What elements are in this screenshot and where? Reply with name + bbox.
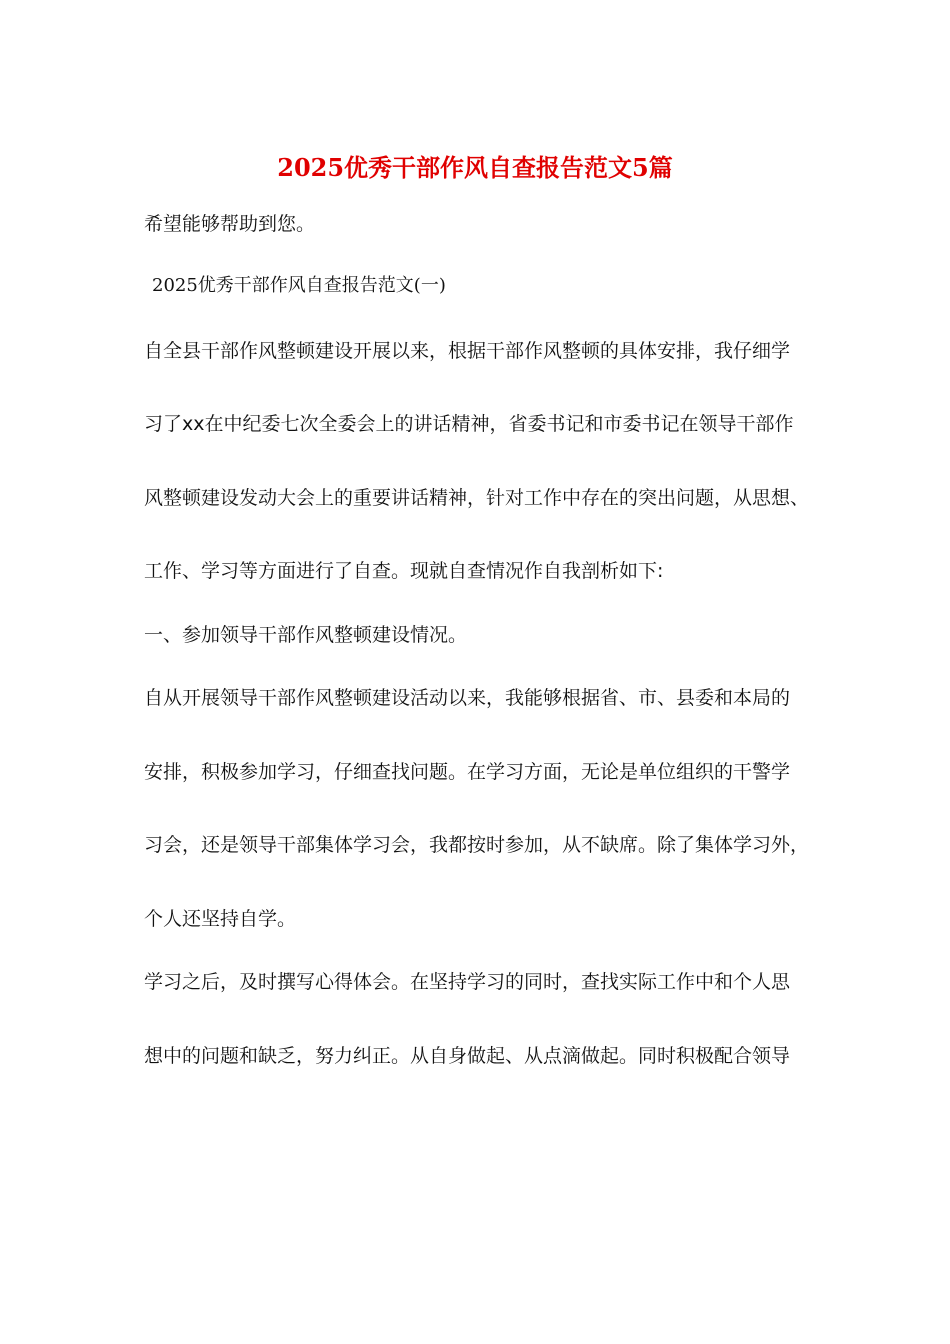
section-subtitle: 2025优秀干部作风自查报告范文(一) xyxy=(152,275,446,296)
document-title: 2025优秀干部作风自查报告范文5篇 xyxy=(277,153,673,182)
paragraph-line: 学习之后，及时撰写心得体会。在坚持学习的同时，查找实际工作中和个人思 xyxy=(144,971,791,993)
paragraph-line: 习了xx在中纪委七次全委会上的讲话精神，省委书记和市委书记在领导干部作 xyxy=(144,413,794,435)
paragraph-line: 个人还坚持自学。 xyxy=(144,908,297,930)
paragraph-line: 风整顿建设发动大会上的重要讲话精神，针对工作中存在的突出问题，从思想、 xyxy=(144,487,810,509)
intro-text: 希望能够帮助到您。 xyxy=(144,213,316,235)
paragraph-line: 安排，积极参加学习，仔细查找问题。在学习方面，无论是单位组织的干警学 xyxy=(144,761,791,783)
section-heading: 一、参加领导干部作风整顿建设情况。 xyxy=(144,624,468,646)
paragraph-line: 工作、学习等方面进行了自查。现就自查情况作自我剖析如下: xyxy=(144,560,664,582)
paragraph-line: 习会，还是领导干部集体学习会，我都按时参加，从不缺席。除了集体学习外， xyxy=(144,834,810,856)
paragraph-line: 自从开展领导干部作风整顿建设活动以来，我能够根据省、市、县委和本局的 xyxy=(144,687,791,709)
paragraph-line: 自全县干部作风整顿建设开展以来，根据干部作风整顿的具体安排，我仔细学 xyxy=(144,340,791,362)
paragraph-line: 想中的问题和缺乏，努力纠正。从自身做起、从点滴做起。同时积极配合领导 xyxy=(144,1045,791,1067)
